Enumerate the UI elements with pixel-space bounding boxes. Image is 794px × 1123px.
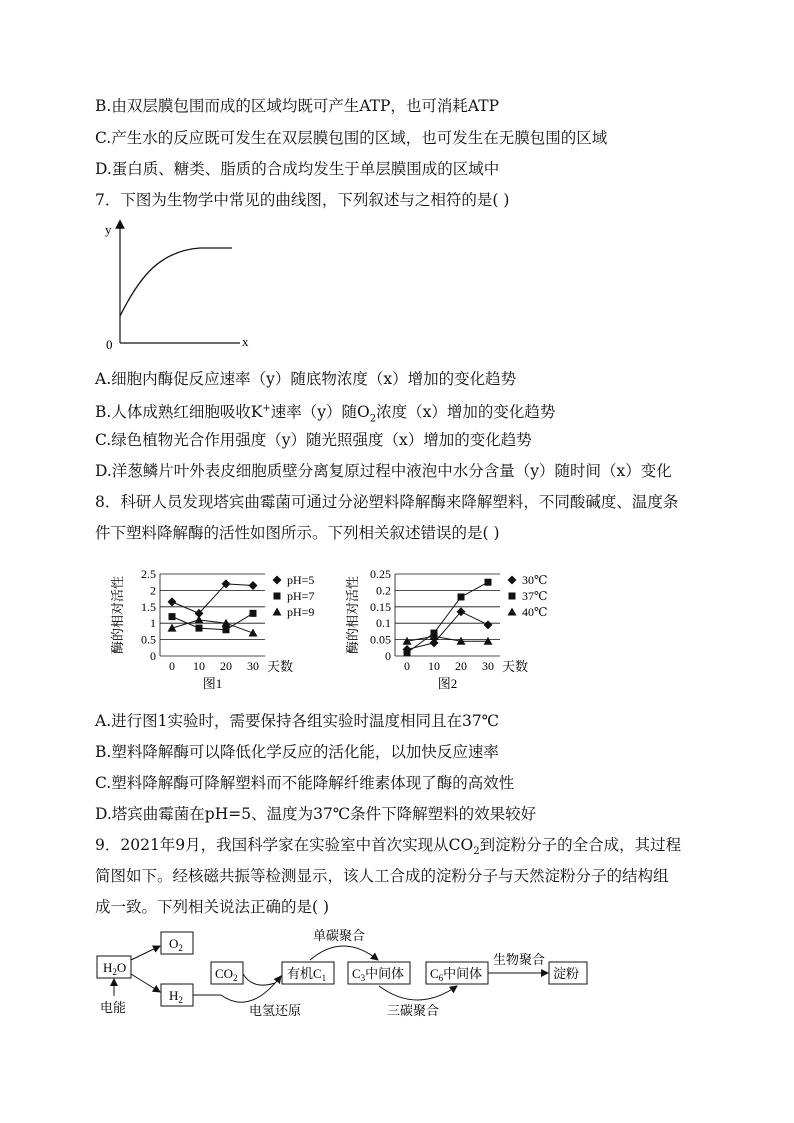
starch-label: 淀粉 <box>553 966 580 981</box>
chart1-title: 图1 <box>202 676 223 691</box>
q9-stem-line2: 简图如下。经核磁共振等检测显示，该人工合成的淀粉分子与天然淀粉分子的结构组 <box>95 867 669 885</box>
q7-x-label: x <box>242 334 249 349</box>
q7-curve-graph <box>100 218 270 352</box>
chart1-y-label: 酶的相对活性 <box>110 575 125 655</box>
c3-label: $C_3$中间体 <box>352 966 405 983</box>
chart2-legend-marker <box>509 593 516 600</box>
chart1-series-1-point <box>169 613 176 620</box>
q7-option-a: A.细胞内酶促反应速率（y）随底物浓度（x）增加的变化趋势 <box>95 370 517 388</box>
chart1-series-2-point <box>195 615 204 623</box>
chart2-xtick-label: 30 <box>482 659 494 673</box>
c6-label: $C_6$中间体 <box>430 966 483 983</box>
label-tri-carbon: 三碳聚合 <box>387 1003 440 1018</box>
q6-option-b: B.由双层膜包围而成的区域均既可产生ATP，也可消耗ATP <box>95 97 500 115</box>
chart2-series-2-line <box>407 636 488 641</box>
chart1-legend-label: pH=7 <box>287 589 315 603</box>
chart2-series-2-point <box>484 637 493 645</box>
chart1-legend-marker <box>273 576 282 585</box>
co2-label: $CO_2$ <box>215 966 238 983</box>
figure-1-chart <box>100 562 335 697</box>
chart2-series-1-line <box>407 582 488 653</box>
chart1-series-1-point <box>250 610 257 617</box>
label-bio-polymer: 生物聚合 <box>493 952 546 967</box>
q6-option-d: D.蛋白质、糖类、脂质的合成均发生于单层膜围成的区域中 <box>95 160 500 178</box>
figure-2-chart <box>335 562 570 697</box>
arrow-h2o-h2 <box>131 974 160 992</box>
starch-synthesis-diagram <box>95 928 695 1020</box>
chart2-series-1-point <box>404 649 411 656</box>
q8-option-d: D.塔宾曲霉菌在pH=5、温度为37℃条件下降解塑料的效果较好 <box>95 805 537 823</box>
chart1-xtick-label: 20 <box>220 659 232 673</box>
q7-y-label: y <box>105 222 112 237</box>
chart1-series-1-point <box>196 625 203 632</box>
q8-option-a: A.进行图1实验时，需要保持各组实验时温度相同且在37℃ <box>95 712 500 730</box>
chart1-series-0-point <box>249 581 258 590</box>
o2-label: $O_2$ <box>169 936 183 953</box>
chart1-x-label: 天数 <box>267 659 294 674</box>
chart1-ytick-label: 1 <box>150 616 156 631</box>
arrow-tri-carbon <box>379 986 457 1000</box>
chart2-ytick-label: 0.1 <box>376 616 391 631</box>
chart2-legend-label: 40℃ <box>522 605 548 619</box>
chart1-xtick-label: 0 <box>169 659 175 673</box>
chart1-ytick-label: 2 <box>150 583 156 598</box>
chart1-legend-marker <box>273 608 282 616</box>
chart2-ytick-label: 0.25 <box>370 567 391 581</box>
chart2-legend-marker <box>508 608 517 616</box>
h2o-label: $H_2O$ <box>103 960 127 977</box>
arrow-h2o-o2 <box>131 946 160 960</box>
q6-option-c: C.产生水的反应既可发生在双层膜包围的区域，也可发生在无膜包围的区域 <box>95 129 608 147</box>
label-reduction: 电氢还原 <box>249 1003 302 1018</box>
chart1-legend-marker <box>274 593 281 600</box>
chart2-ytick-label: 0.2 <box>376 583 391 598</box>
co2-curve <box>243 974 275 985</box>
chart1-series-1-point <box>223 626 230 633</box>
q7-curve <box>120 248 232 316</box>
chart1-xtick-label: 10 <box>193 659 205 673</box>
label-single-carbon: 单碳聚合 <box>313 928 366 943</box>
q9-stem-line1: 9．2021年9月，我国科学家在实验室中首次实现从$CO_2$到淀粉分子的全合成，其过程 <box>95 836 682 858</box>
q8-option-b: B.塑料降解酶可以降低化学反应的活化能，以加快反应速率 <box>95 743 499 761</box>
q7-stem: 7．下图为生物学中常见的曲线图，下列叙述与之相符的是( ) <box>95 191 510 209</box>
chart1-legend-label: pH=5 <box>287 573 315 587</box>
q8-stem-line1: 8．科研人员发现塔宾曲霉菌可通过分泌塑料降解酶来降解塑料，不同酸碱度、温度条 <box>95 493 679 511</box>
chart1-series-0-line <box>172 584 253 614</box>
label-electric-energy: 电能 <box>100 1000 127 1015</box>
chart2-legend-label: 30℃ <box>522 573 548 587</box>
chart1-xtick-label: 30 <box>247 659 259 673</box>
chart1-ytick-label: 0 <box>150 649 156 663</box>
chart1-series-2-point <box>249 629 258 637</box>
chart2-x-label: 天数 <box>502 659 529 674</box>
chart2-xtick-label: 20 <box>455 659 467 673</box>
q8-stem-line2: 件下塑料降解酶的活性如图所示。下列相关叙述错误的是( ) <box>95 524 500 542</box>
q7-option-b: B.人体成熟红细胞吸收K+速率（y）随$O_2$浓度（x）增加的变化趋势 <box>95 403 556 425</box>
chart2-series-1-point <box>485 579 492 586</box>
chart2-y-label: 酶的相对活性 <box>345 575 360 655</box>
c1-label: 有机$C_1$ <box>287 966 327 983</box>
chart1-legend-label: pH=9 <box>287 605 315 619</box>
q7-option-d: D.洋葱鳞片叶外表皮细胞质壁分离复原过程中液泡中水分含量（y）随时间（x）变化 <box>95 462 672 480</box>
chart2-ytick-label: 0.05 <box>370 632 391 647</box>
chart2-series-0-point <box>484 620 493 629</box>
q7-origin-label: 0 <box>106 337 113 352</box>
chart2-xtick-label: 0 <box>404 659 410 673</box>
chart2-xtick-label: 10 <box>428 659 440 673</box>
q7-option-c: C.绿色植物光合作用强度（y）随光照强度（x）增加的变化趋势 <box>95 431 532 449</box>
chart2-legend-label: 37℃ <box>522 589 548 603</box>
chart2-title: 图2 <box>437 676 458 691</box>
chart1-ytick-label: 2.5 <box>141 567 156 581</box>
chart1-series-0-point <box>168 597 177 606</box>
chart1-ytick-label: 0.5 <box>141 632 156 647</box>
chart2-ytick-label: 0.15 <box>370 599 391 614</box>
chart2-series-1-point <box>458 593 465 600</box>
chart2-legend-marker <box>508 576 517 585</box>
q8-option-c: C.塑料降解酶可降解塑料而不能降解纤维素体现了酶的高效性 <box>95 774 515 792</box>
chart2-ytick-label: 0 <box>385 649 391 663</box>
h2-label: $H_2$ <box>169 988 183 1005</box>
q9-stem-line3: 成一致。下列相关说法正确的是( ) <box>95 898 330 916</box>
chart1-ytick-label: 1.5 <box>141 599 156 614</box>
arrow-single-carbon <box>310 946 378 960</box>
